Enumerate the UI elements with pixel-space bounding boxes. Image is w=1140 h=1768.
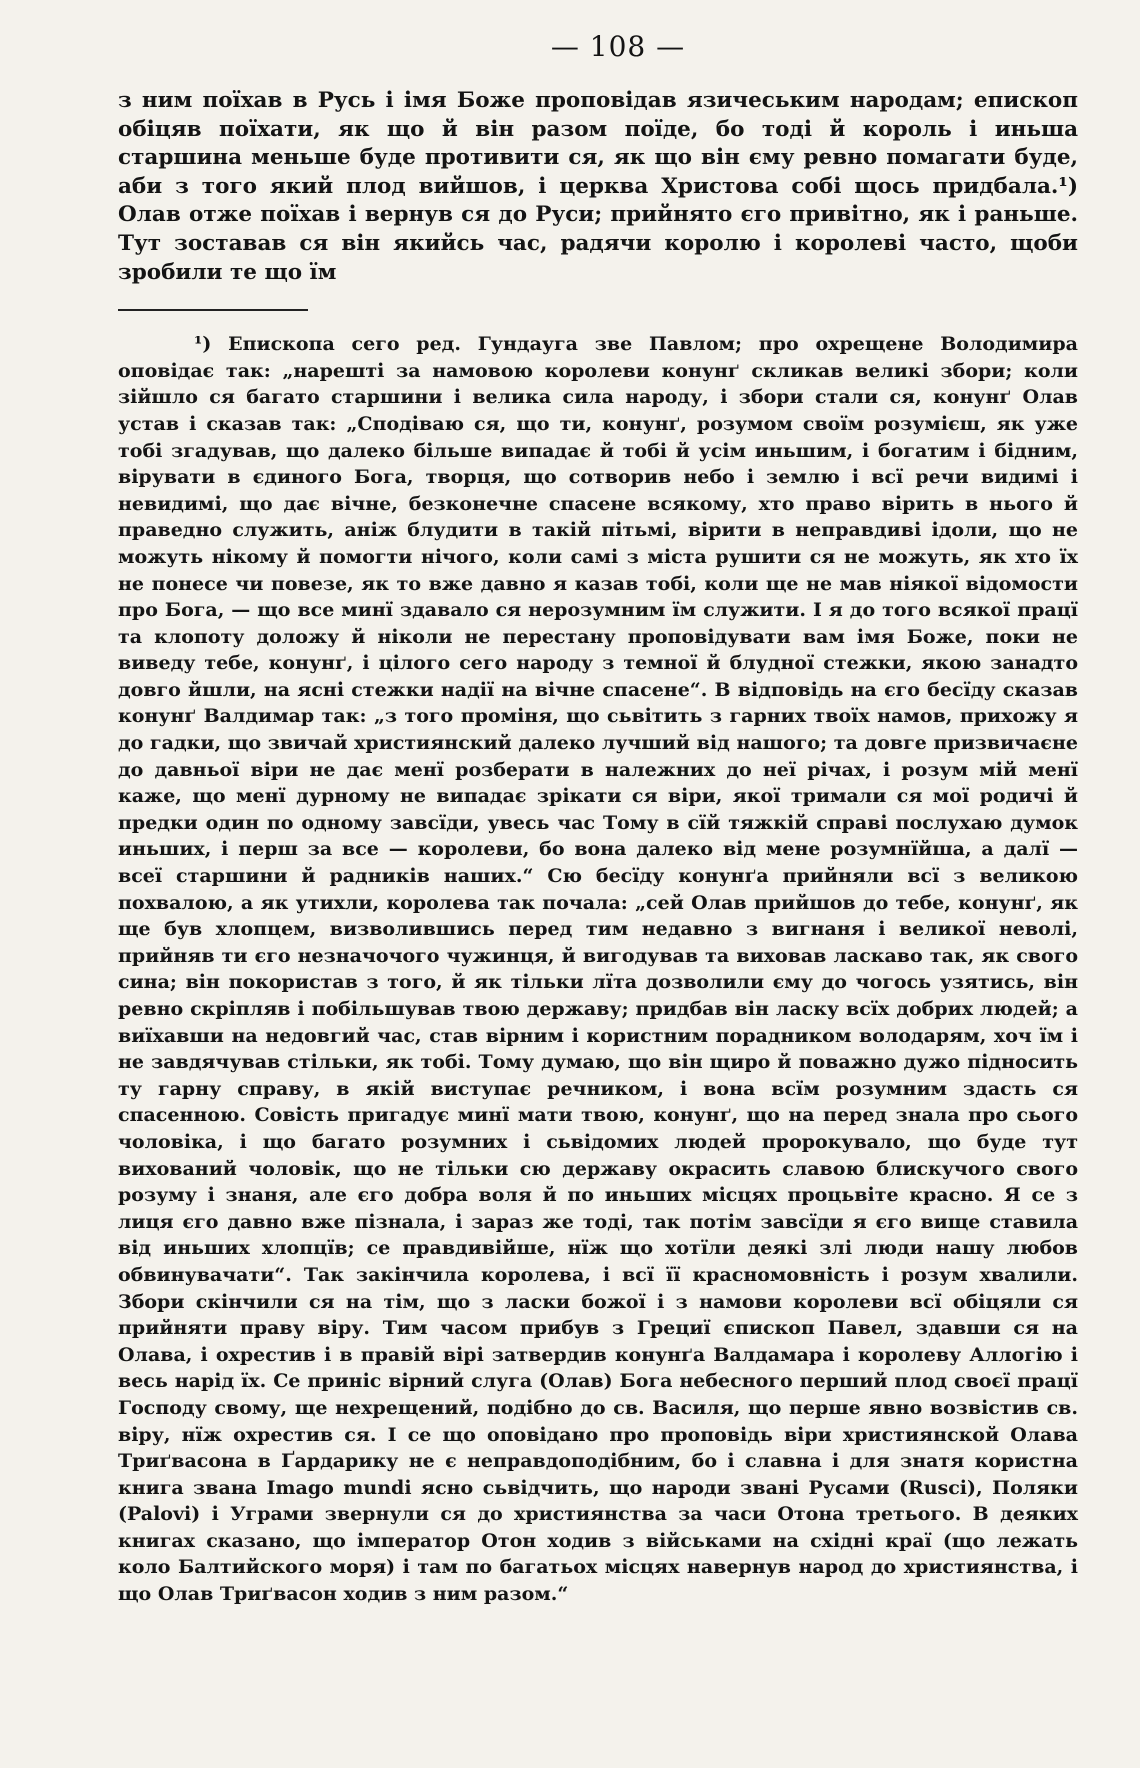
main-paragraph: з ним поїхав в Русь і імя Боже проповідав язичеським народам; епископ обіцяв поїхати, як що й він разом поїде, бо тоді й король і иньша старшина меньше буде противити ся, як що він єму ревно помагати буде, аби з того який плод вийшов, і церква Христова собі щось придбала.¹) Олав отже поїхав і вернув ся до Руси; прийнято єго привітно, як і раньше. Тут зоставав ся він якийсь час, радячи королю і королеві часто, щоби зробили те що їм: [118, 88, 1078, 285]
footnote: [118, 331, 1078, 1608]
footnote-mark: ¹): [194, 333, 212, 356]
footnote-text: Епископа сего ред. Гундауга зве Павлом; про охрещене Володимира оповідає так: „нарешті за намовою королеви конунґ скликав великі збори; коли зійшло ся багато старшини і велика сила народу, і збори стали ся, конунґ Олав устав і сказав так: „Сподіваю ся, що ти, конунґ, розумом своїм розумієш, як уже тобі згадував, що далеко більше випадає й тобі й усім иньшим, і богатим і бідним, вірувати в єдиного Бога, творця, що сотворив небо і землю і всї речи видимі і невидимі, що дає вічне, безконечне спасене всякому, хто право вірить в нього й праведно служить, аніж блудити в такій пітьмі, вірити в неправдиві ідоли, що не можуть нікому й помогти нічого, коли самі з міста рушити ся не можуть, як хто їх не понесе чи повезе, як то вже давно я казав тобі, коли ще не мав ніякої відомости про Бога, — що все минї здавало ся нерозумним їм служити. І я до того всякої працї та клопоту доложу й ніколи не перестану проповідувати вам імя Боже, поки не виведу тебе, конунґ, і цілого сего народу з темної й блудної стежки, якою занадто довго йшли, на ясні стежки надії на вічне спасене“. В відповідь на єго бесїду сказав конунґ Валдимар так: „з того проміня, що сьвітить з гарних твоїх намов, прихожу я до гадки, що звичай християнский далеко лучший від нашого; та довге призвичаєне до давньої віри не дає менї розберати в належних до неї річах, і розум мій менї каже, що менї дурному не випадає зрікати ся віри, якої тримали ся мої родичі й предки один по одному завсїди, увесь час Тому в сїй тяжкій справі послухаю думок иньших, і перш за все — королеви, бо вона далеко від мене розумнїйша, а далї — всеї старшини й радників наших.“ Сю бесїду конунґа прийняли всї з великою похвалою, а як утихли, королева так почала: „сей Олав прийшов до тебе, конунґ, як ще був хлопцем, визволившись перед тим недавно з вигнаня і великої неволі, прийняв ти єго незначочого чужинця, й вигодував та виховав ласкаво так, як свого сина; він покористав з того, й як тільки лїта дозволили єму до чогось узятись, він ревно скріпляв і побільшував твою державу; придбав він ласку всїх добрих людей; а виїхавши на недовгий час, став вірним і користним порадником володарям, хоч їм і не завдячував стільки, як тобі. Тому думаю, що він щиро й поважно дужо підносить ту гарну справу, в якій виступає речником, і вона всїм розумним здасть ся спасенною. Совість пригадує минї мати твою, конунґ, що на перед знала про сього чоловіка, і що багато розумних і сьвідомих людей пророкувало, що буде тут вихований чоловік, що не тільки сю державу окрасить славою блискучого свого розуму і знаня, але єго добра воля й по иньших місцях процьвіте красно. Я се з лиця єго давно вже пізнала, і зараз же тоді, так потім завсїди я єго вище ставила від иньших хлопцїв; се правдивійше, нїж що хотїли деякі злі люди нашу любов обвинувачати“. Так закінчила королева, і всї її красномовність і розум хвалили. Збори скінчили ся на тім, що з ласки божої і з намови королеви всї обіцяли ся прийняти праву віру. Тим часом прибув з Грециї єпископ Павел, здавши ся на Олава, і охрестив і в правій вірі затвердив конунґа Валдамара і королеву Аллогію і весь нарід їх. Се приніс вірний слуга (Олав) Бога небесного перший плод своєї працї Господу свому, ще нехрещений, подібно до св. Василя, що перше явно возвістив св. віру, нїж охрестив ся. І се що оповідано про проповідь віри християнской Олава Триґвасона в Ґардарику не є неправдоподібним, бо і славна і для знатя користна книга звана Imago mundi ясно сьвідчить, що народи звані Русами (Rusci), Поляки (Palovi) і Уграми звернули ся до християнства за часи Отона третього. В деяких книгах сказано, що імператор Отон ходив з військами на східні краї (що лежать коло Балтийского моря) і там по багатьох місцях навернув народ до християнства, і що Олав Триґвасон ходив з ним разом.“: [118, 333, 1078, 1606]
footnote-divider: [118, 309, 308, 311]
page-number: — 108 —: [550, 30, 686, 63]
footnote-body: [118, 331, 1078, 1608]
